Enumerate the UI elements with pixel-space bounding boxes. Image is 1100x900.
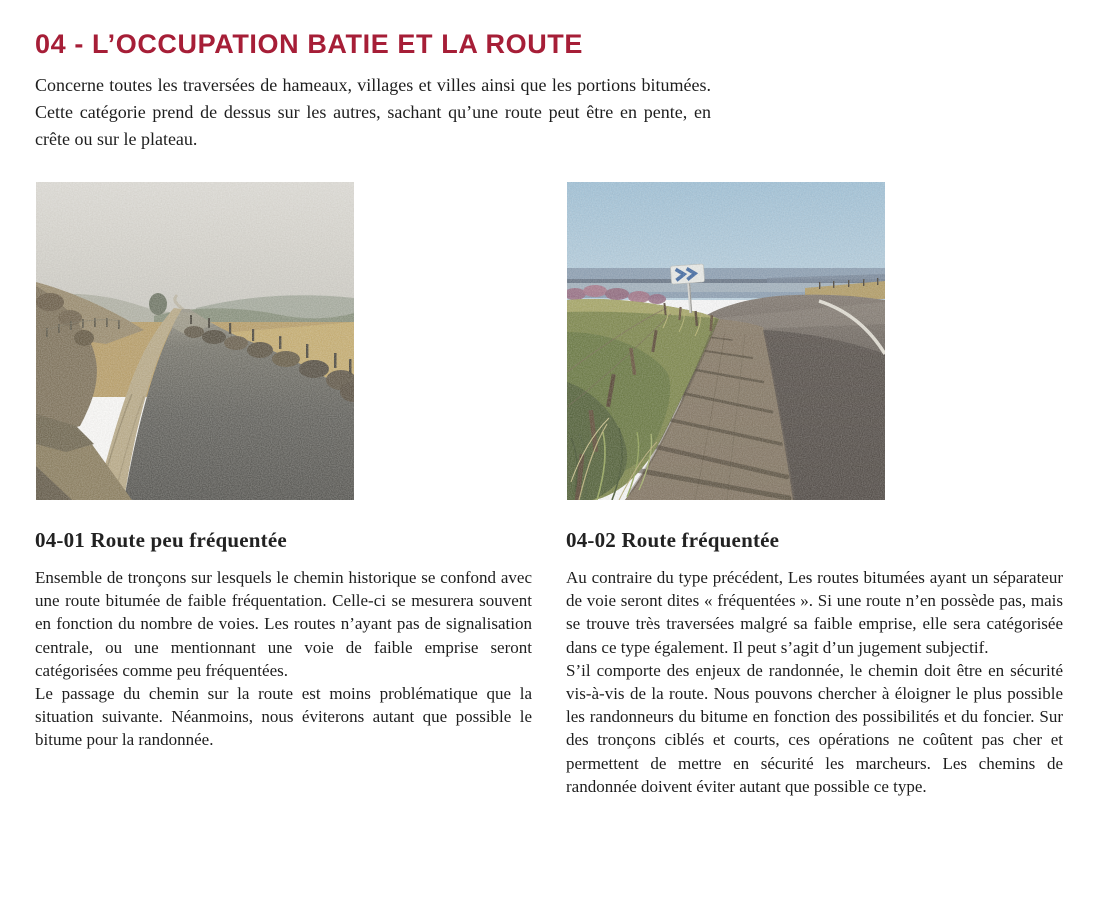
photo-route-frequentee [567,182,885,500]
curving-road-illustration [567,182,885,500]
photo-route-peu-frequentee [36,182,354,500]
content-columns [35,182,1063,798]
page-title: 04 - L’OCCUPATION BATIE ET LA ROUTE [35,29,584,59]
intro-paragraph: Concerne toutes les traversées de hameaux, villages et villes ainsi que les portions bitumées. Cette catégorie prend de dessus sur les autres, sachant qu’une route peut être en pente, en crête ou sur le plateau. [35,75,711,149]
country-road-illustration [36,182,354,500]
section-route-frequentee [566,182,1063,798]
section-route-peu-frequentee [35,182,532,798]
section-01-paragraph-1: Ensemble de tronçons sur lesquels le chemin historique se confond avec une route bitumée de faible fréquentation. Celle-ci se mesurera souvent en fonction du nombre de voies. Les routes n’ayant pas de signalisation centrale, ou une mentionnant une voie de faible emprise seront catégorisées comme peu fréquentées. [35,568,532,680]
section-01-heading: 04-01 Route peu fréquentée [35,528,287,552]
section-01-paragraph-2: Le passage du chemin sur la route est moins problématique que la situation suivante. Néanmoins, nous éviterons autant que possible le bitume pour la randonnée. [35,684,532,750]
section-02-heading: 04-02 Route fréquentée [566,528,780,552]
section-02-paragraph-2: S’il comporte des enjeux de randonnée, le chemin doit être en sécurité vis-à-vis de la route. Nous pouvons chercher à éloigner le plus possible les randonneurs du bitume en fonction des possibilités et du foncier. Sur des tronçons ciblés et courts, ces opérations ne coûtent pas cher et permettent de mettre en sécurité les marcheurs. Les chemins de randonnée doivent éviter autant que possible ce type. [566,660,1063,796]
section-02-paragraph-1: Au contraire du type précédent, Les routes bitumées ayant un séparateur de voie seront dites « fréquentées ». Si une route n’en possède pas, mais se trouve très traversées malgré sa faible emprise, elle sera catégorisée dans ce type également. Il peut s’agit d’un jugement subjectif. [566,568,1063,657]
